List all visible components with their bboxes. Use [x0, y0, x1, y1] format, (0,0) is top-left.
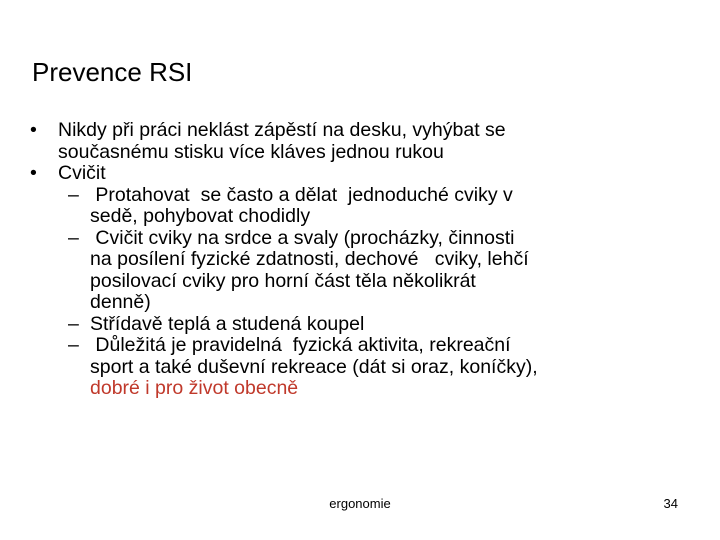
footer-text: ergonomie: [329, 496, 391, 511]
dash-marker: –: [68, 334, 79, 356]
sub-bullet-text-line: Důležitá je pravidelná fyzická aktivita, rekreační: [90, 334, 511, 356]
highlighted-text-line: dobré i pro život obecně: [90, 377, 299, 399]
bullet-item: [30, 120, 690, 163]
sub-bullet-text-line: Střídavě teplá a studená koupel: [90, 312, 365, 335]
sub-bullet-item: [30, 335, 690, 400]
sub-bullet-text-line: Protahovat se často a dělat jednoduché cviky v: [90, 183, 513, 206]
sub-bullet-text-line: Cvičit cviky na srdce a svaly (procházky, činnosti: [90, 226, 515, 249]
sub-bullet-text-line: sedě, pohybovat chodidly: [90, 205, 311, 227]
sub-bullet-item: [30, 185, 690, 228]
page-number: 34: [663, 496, 678, 511]
slide-content: [30, 120, 690, 400]
bullet-text-line: Cvičit: [58, 162, 106, 184]
sub-bullet-item: [30, 314, 690, 336]
sub-bullet-item: [30, 228, 690, 314]
sub-bullet-text-line: denně): [90, 291, 151, 313]
slide-title: Prevence RSI: [32, 57, 193, 87]
bullet-text-line: současnému stisku více kláves jednou rukou: [58, 140, 444, 163]
dash-marker: –: [68, 312, 79, 335]
bullet-marker: •: [30, 119, 37, 141]
slide-footer: [0, 496, 720, 511]
sub-bullet-text-line: posilovací cviky pro horní část těla několikrát: [90, 269, 476, 292]
bullet-item: [30, 163, 690, 185]
sub-bullet-text-line: sport a také duševní rekreace (dát si oraz, koníčky),: [90, 355, 538, 378]
dash-marker: –: [68, 226, 79, 249]
dash-marker: –: [68, 183, 79, 206]
bullet-text-line: Nikdy při práci neklást zápěstí na desku, vyhýbat se: [58, 119, 506, 141]
bullet-marker: •: [30, 162, 37, 184]
sub-bullet-text-line: na posílení fyzické zdatnosti, dechové cviky, lehčí: [90, 248, 529, 270]
